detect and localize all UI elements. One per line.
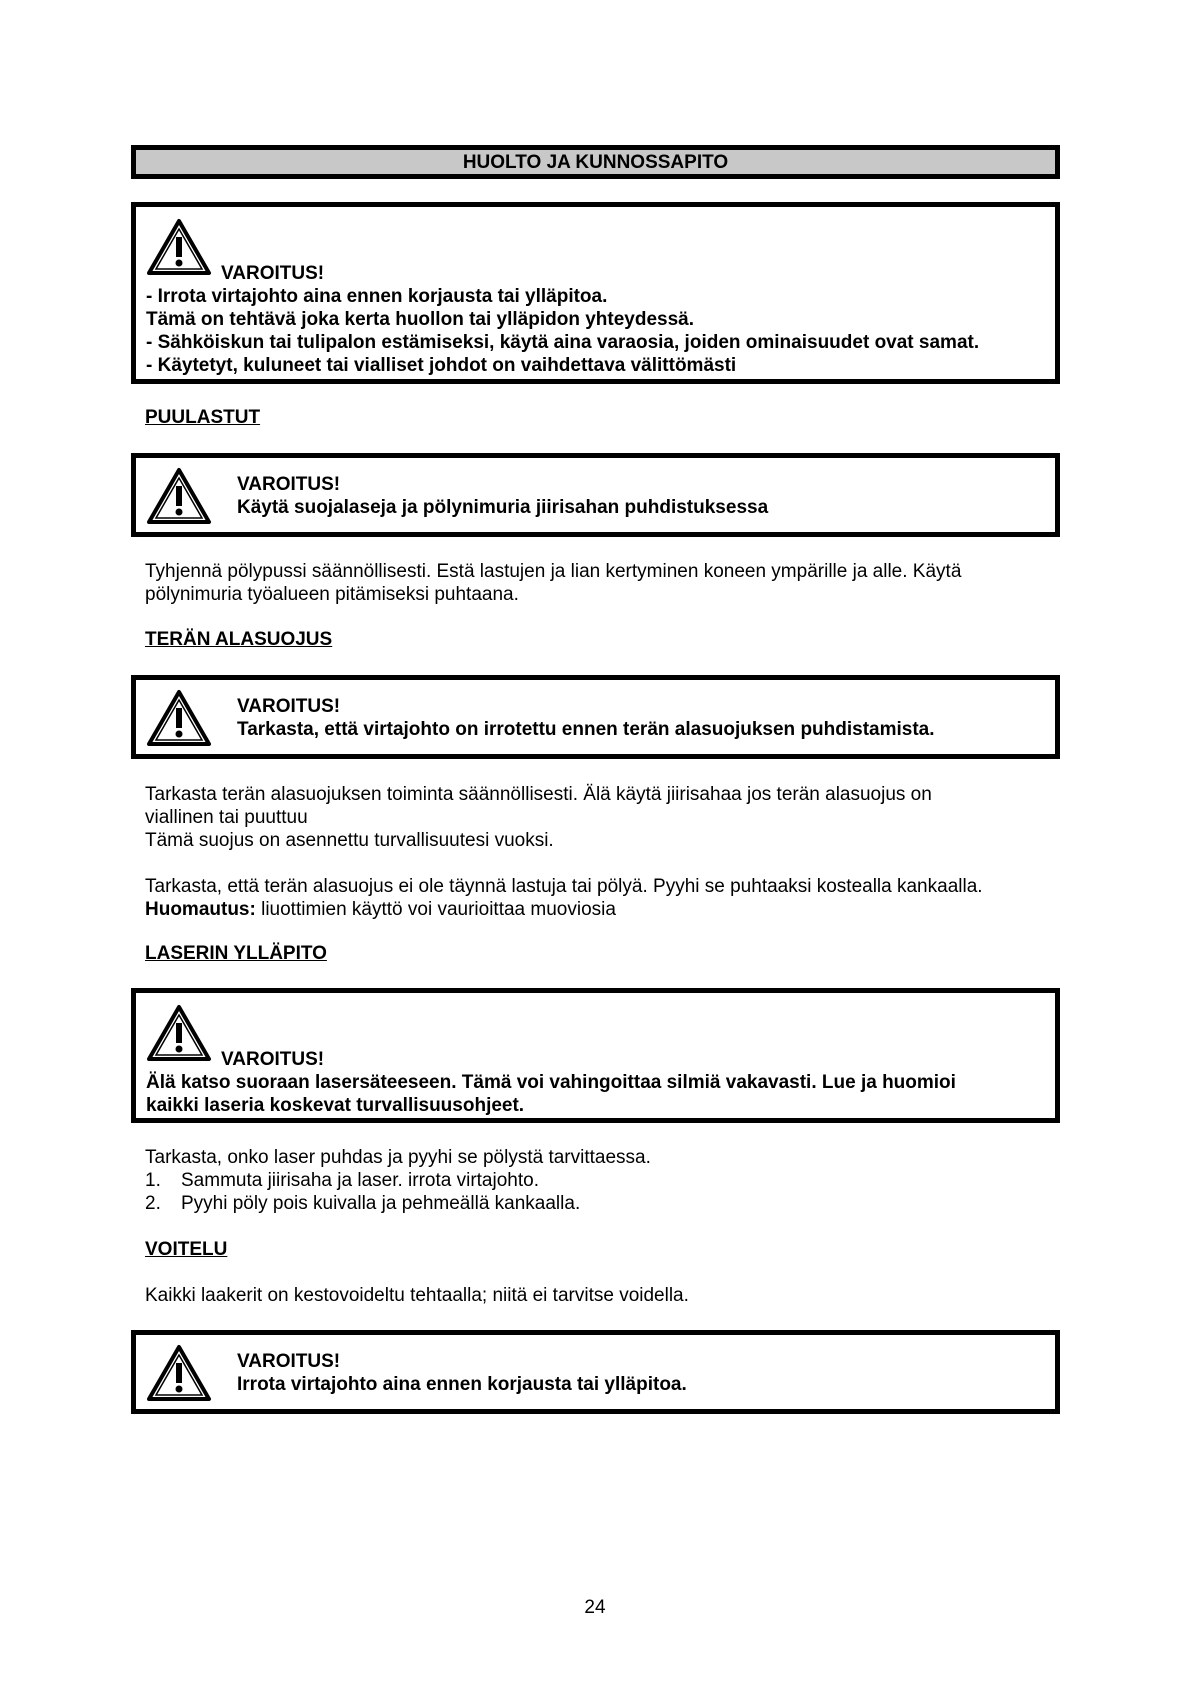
note-line [145, 898, 616, 921]
paragraph: Tarkasta, onko laser puhdas ja pyyhi se pölystä tarvittaessa. [145, 1147, 651, 1168]
warning-line: Älä katso suoraan lasersäteeseen. Tämä voi vahingoittaa silmiä vakavasti. Lue ja huomioi [146, 1072, 956, 1093]
paragraph: Kaikki laakerit on kestovoideltu tehtaalla; niitä ei tarvitse voidella. [145, 1285, 689, 1306]
warning-text: Tarkasta, että virtajohto on irrotettu ennen terän alasuojuksen puhdistamista. [237, 719, 935, 740]
warning-box-puulastut [131, 453, 1060, 537]
warning-box-general [131, 202, 1060, 384]
note-text: liuottimien käyttö voi vaurioittaa muoviosia [255, 899, 616, 920]
warning-box-laser [131, 988, 1060, 1123]
list-number: 2. [145, 1193, 161, 1214]
warning-line: Tämä on tehtävä joka kerta huollon tai ylläpidon yhteydessä. [146, 309, 694, 330]
warning-text: Irrota virtajohto aina ennen korjausta tai ylläpitoa. [237, 1374, 687, 1395]
paragraph: Tämä suojus on asennettu turvallisuutesi vuoksi. [145, 830, 554, 851]
warning-title: VAROITUS! [237, 474, 341, 495]
warning-line: kaikki laseria koskevat turvallisuusohjeet. [146, 1095, 525, 1116]
warning-triangle-icon [146, 1004, 212, 1062]
warning-box-alasuojus [131, 675, 1060, 759]
paragraph: pölynimuria työalueen pitämiseksi puhtaana. [145, 584, 519, 605]
warning-triangle-icon [146, 689, 212, 747]
warning-title: VAROITUS! [221, 1049, 325, 1070]
warning-line: - Irrota virtajohto aina ennen korjausta tai ylläpitoa. [146, 286, 608, 307]
list-item [145, 1169, 539, 1192]
warning-triangle-icon [146, 1344, 212, 1402]
warning-title: VAROITUS! [237, 1351, 341, 1372]
warning-text: Käytä suojalaseja ja pölynimuria jiirisahan puhdistuksessa [237, 497, 769, 518]
note-label: Huomautus: [145, 899, 256, 920]
section-heading-puulastut: PUULASTUT [145, 407, 261, 428]
page-number: 24 [584, 1597, 606, 1618]
warning-triangle-icon [146, 467, 212, 525]
warning-title: VAROITUS! [237, 696, 341, 717]
paragraph: Tyhjennä pölypussi säännöllisesti. Estä lastujen ja lian kertyminen koneen ympärille ja alle. Käytä [145, 561, 962, 582]
section-heading-laser: LASERIN YLLÄPITO [145, 943, 327, 964]
list-item [145, 1192, 581, 1215]
paragraph: viallinen tai puuttuu [145, 807, 308, 828]
paragraph: Tarkasta terän alasuojuksen toiminta säännöllisesti. Älä käytä jiirisahaa jos terän alasuojus on [145, 784, 932, 805]
warning-title: VAROITUS! [221, 263, 325, 284]
section-heading-voitelu: VOITELU [145, 1239, 228, 1260]
warning-line: - Käytetyt, kuluneet tai vialliset johdot on vaihdettava välittömästi [146, 355, 737, 376]
warning-box-voitelu [131, 1330, 1060, 1414]
page-title: HUOLTO JA KUNNOSSAPITO [131, 145, 1060, 179]
paragraph: Tarkasta, että terän alasuojus ei ole täynnä lastuja tai pölyä. Pyyhi se puhtaaksi kostealla kankaalla. [145, 876, 983, 897]
list-text: Pyyhi pöly pois kuivalla ja pehmeällä kankaalla. [181, 1193, 581, 1214]
warning-triangle-icon [146, 218, 212, 276]
section-heading-alasuojus: TERÄN ALASUOJUS [145, 629, 333, 650]
list-number: 1. [145, 1170, 161, 1191]
warning-line: - Sähköiskun tai tulipalon estämiseksi, käytä aina varaosia, joiden ominaisuudet ovat samat. [146, 332, 980, 353]
list-text: Sammuta jiirisaha ja laser. irrota virtajohto. [181, 1170, 539, 1191]
